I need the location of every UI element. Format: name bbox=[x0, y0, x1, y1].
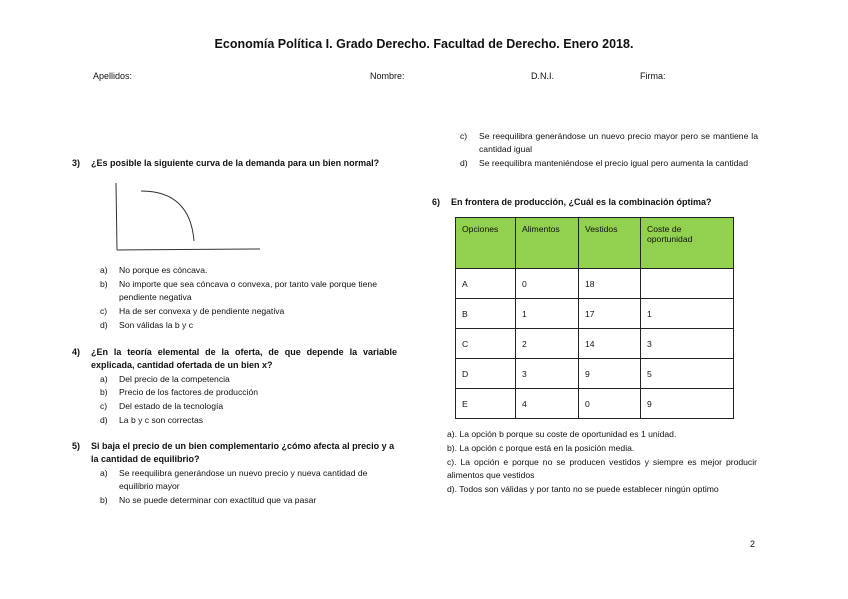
option-text: La b y c son correctas bbox=[119, 415, 204, 425]
option-text: No porque es cóncava. bbox=[119, 265, 208, 275]
table-cell: 3 bbox=[641, 329, 734, 359]
table-cell: 5 bbox=[641, 359, 734, 389]
demand-curve-figure bbox=[110, 180, 265, 255]
option-letter: c) bbox=[100, 306, 108, 316]
table-cell: 17 bbox=[579, 299, 641, 329]
table-cell bbox=[641, 269, 734, 299]
option-letter: d) bbox=[100, 320, 108, 330]
table-cell: 0 bbox=[516, 269, 579, 299]
table-cell: D bbox=[456, 359, 516, 389]
column-header: Coste de oportunidad bbox=[641, 218, 734, 269]
answer-a: a). La opción b porque su coste de oportunidad es 1 unidad. bbox=[447, 429, 677, 439]
answer-b: b). La opción c porque está en la posición media. bbox=[447, 443, 635, 453]
option-5a bbox=[100, 467, 400, 493]
table-cell: 1 bbox=[641, 299, 734, 329]
option-letter: a) bbox=[100, 374, 108, 384]
option-5d bbox=[460, 157, 758, 183]
question-text: Si baja el precio de un bien complementario ¿cómo afecta al precio y a la cantidad de equilibrio? bbox=[91, 441, 395, 464]
option-text: Del precio de la competencia bbox=[119, 374, 230, 384]
firma-label: Firma: bbox=[640, 71, 666, 81]
production-frontier-table bbox=[455, 217, 734, 419]
table-cell: 9 bbox=[579, 359, 641, 389]
option-letter: a) bbox=[100, 468, 108, 478]
option-3d bbox=[100, 319, 400, 332]
option-4c bbox=[100, 400, 400, 413]
question-text: ¿Es posible la siguiente curva de la demanda para un bien normal? bbox=[91, 158, 380, 168]
option-text: Son válidas la b y c bbox=[119, 320, 194, 330]
option-text: Se reequilibra generándose un nuevo precio y nueva cantidad de equilibrio mayor bbox=[119, 468, 368, 491]
option-4b bbox=[100, 386, 400, 399]
table-cell: C bbox=[456, 329, 516, 359]
answer-d: d). Todos son válidas y por tanto no se puede establecer ningún optimo bbox=[447, 484, 719, 494]
question-3 bbox=[72, 157, 412, 170]
question-text: ¿En la teoría elemental de la oferta, de que depende la variable explicada, cantidad ofertada de un bien x? bbox=[91, 347, 397, 370]
concave-curve bbox=[141, 191, 194, 241]
option-text: No importe que sea cóncava o convexa, por tanto vale porque tiene pendiente negativa bbox=[119, 279, 377, 302]
option-5b bbox=[100, 494, 400, 507]
table-row bbox=[456, 269, 734, 299]
table-cell: B bbox=[456, 299, 516, 329]
table-cell: 14 bbox=[579, 329, 641, 359]
option-text: Del estado de la tecnología bbox=[119, 401, 224, 411]
apellidos-label: Apellidos: bbox=[93, 71, 133, 81]
question-number: 3) bbox=[72, 158, 81, 168]
table-cell: 3 bbox=[516, 359, 579, 389]
table-cell: 0 bbox=[579, 389, 641, 419]
question-number: 4) bbox=[72, 347, 81, 357]
option-text: Ha de ser convexa y de pendiente negativa bbox=[119, 306, 285, 316]
table-cell: A bbox=[456, 269, 516, 299]
question-5 bbox=[72, 440, 397, 466]
table-row bbox=[456, 299, 734, 329]
question-number: 6) bbox=[432, 197, 441, 207]
option-letter: c) bbox=[460, 131, 468, 141]
option-text: Se reequilibra manteniéndose el precio igual pero aumenta la cantidad bbox=[479, 158, 748, 168]
page-title: Economía Política I. Grado Derecho. Facultad de Derecho. Enero 2018. bbox=[214, 37, 634, 51]
question-text: En frontera de producción, ¿Cuál es la combinación óptima? bbox=[451, 197, 712, 207]
option-letter: d) bbox=[460, 158, 468, 168]
answer-c: c). La opción e porque no se producen vestidos y siempre es mejor producir alimentos que vestidos bbox=[447, 457, 757, 480]
question-number: 5) bbox=[72, 441, 81, 451]
page-number: 2 bbox=[750, 539, 756, 549]
option-3a bbox=[100, 264, 400, 277]
option-letter: c) bbox=[100, 401, 108, 411]
column-header: Alimentos bbox=[516, 218, 579, 269]
option-4a bbox=[100, 373, 400, 386]
option-letter: d) bbox=[100, 415, 108, 425]
option-5c bbox=[460, 130, 758, 156]
option-letter: b) bbox=[100, 387, 108, 397]
table-cell: 1 bbox=[516, 299, 579, 329]
y-axis bbox=[116, 183, 117, 250]
option-3c bbox=[100, 305, 400, 318]
option-letter: b) bbox=[100, 279, 108, 289]
column-header: Opciones bbox=[456, 218, 516, 269]
nombre-label: Nombre: bbox=[370, 71, 405, 81]
option-text: No se puede determinar con exactitud que va pasar bbox=[119, 495, 317, 505]
option-text: Se reequilibra generándose un nuevo precio mayor pero se mantiene la cantidad igual bbox=[479, 131, 758, 154]
x-axis bbox=[117, 249, 260, 250]
option-text: Precio de los factores de producción bbox=[119, 387, 259, 397]
option-letter: b) bbox=[100, 495, 108, 505]
option-3b bbox=[100, 278, 400, 304]
table-header-row bbox=[456, 218, 734, 269]
table-cell: 2 bbox=[516, 329, 579, 359]
dni-label: D.N.I. bbox=[531, 71, 555, 81]
question-6 bbox=[432, 196, 762, 209]
table-cell: 9 bbox=[641, 389, 734, 419]
option-letter: a) bbox=[100, 265, 108, 275]
question-4 bbox=[72, 346, 397, 372]
table-row bbox=[456, 359, 734, 389]
table-row bbox=[456, 329, 734, 359]
table-cell: E bbox=[456, 389, 516, 419]
table-cell: 18 bbox=[579, 269, 641, 299]
column-header: Vestidos bbox=[579, 218, 641, 269]
table-cell: 4 bbox=[516, 389, 579, 419]
table-row bbox=[456, 389, 734, 419]
option-4d bbox=[100, 414, 400, 427]
